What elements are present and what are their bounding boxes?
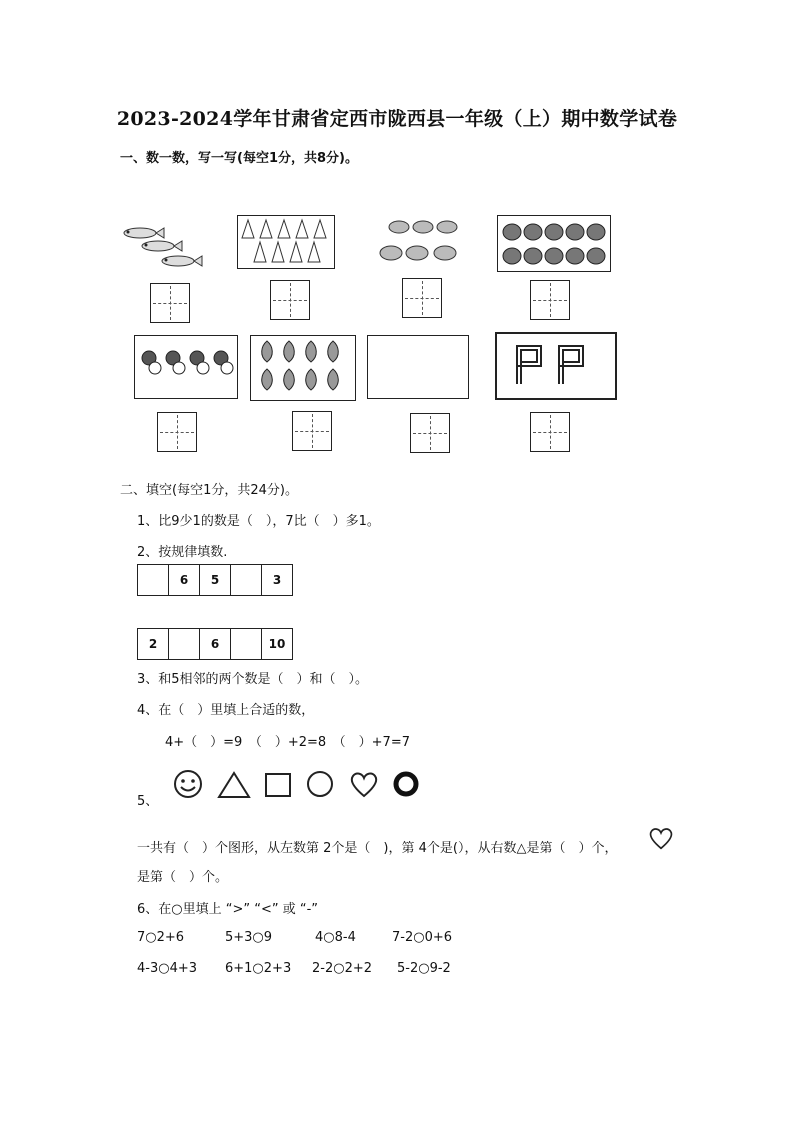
seq2-cell[interactable] bbox=[169, 629, 200, 660]
seq1-cell[interactable] bbox=[231, 565, 262, 596]
seq1-cell: 5 bbox=[200, 565, 231, 596]
seq2-cell: 10 bbox=[262, 629, 293, 660]
trees-picture bbox=[237, 215, 335, 269]
q6-item: 4-3○4+3 bbox=[137, 961, 198, 976]
letters-picture bbox=[495, 332, 617, 400]
seq1-cell: 3 bbox=[262, 565, 293, 596]
seq1-cell[interactable] bbox=[138, 565, 169, 596]
seq2-cell: 2 bbox=[138, 629, 169, 660]
answer-grid-4[interactable] bbox=[530, 280, 570, 320]
ring-icon bbox=[391, 769, 421, 799]
q6-item: 7○2+6 bbox=[137, 930, 185, 945]
q6-item: 5-2○9-2 bbox=[397, 961, 451, 976]
question-1: 1、比9少1的数是（ ），7比（ ）多1。 bbox=[137, 514, 380, 529]
fruits-picture bbox=[497, 215, 611, 272]
circle-icon bbox=[305, 769, 335, 799]
section1-heading: 一、数一数，写一写(每空1分，共8分)。 bbox=[120, 151, 358, 166]
smiley-icon bbox=[172, 768, 204, 800]
section2-heading: 二、填空(每空1分，共24分)。 bbox=[120, 483, 298, 498]
q6-item: 7-2○0+6 bbox=[392, 930, 453, 945]
answer-grid-1[interactable] bbox=[150, 283, 190, 323]
seq2-cell: 6 bbox=[200, 629, 231, 660]
q6-item: 5+3○9 bbox=[225, 930, 273, 945]
question-5-line2: 是第（ ）个。 bbox=[137, 870, 229, 885]
empty-picture bbox=[367, 335, 469, 399]
answer-grid-6[interactable] bbox=[292, 411, 332, 451]
question-5-line1: 一共有（ ）个图形，从左数第 2个是（ )，第 4个是(），从右数△是第（ ）个， bbox=[137, 841, 618, 856]
q6-item: 6+1○2+3 bbox=[225, 961, 292, 976]
question-3: 3、和5相邻的两个数是（ ）和（ ）。 bbox=[137, 672, 369, 687]
page-title: 2023-2024学年甘肃省定西市陇西县一年级（上）期中数学试卷 bbox=[116, 108, 678, 130]
question-2: 2、按规律填数. bbox=[137, 545, 228, 560]
triangle-icon bbox=[217, 770, 251, 800]
question-5-label: 5、 bbox=[137, 794, 159, 809]
q6-item: 4○8-4 bbox=[315, 930, 356, 945]
answer-grid-8[interactable] bbox=[530, 412, 570, 452]
answer-grid-2[interactable] bbox=[270, 280, 310, 320]
sequence-table-2 bbox=[137, 628, 293, 660]
heart-icon bbox=[348, 770, 380, 798]
answer-grid-3[interactable] bbox=[402, 278, 442, 318]
pears-picture bbox=[250, 335, 356, 401]
q6-item: 2-2○2+2 bbox=[312, 961, 373, 976]
heart-icon bbox=[647, 826, 675, 850]
question-6: 6、在○里填上 “>” “<” 或 “-” bbox=[137, 902, 319, 917]
seq2-cell[interactable] bbox=[231, 629, 262, 660]
mice-picture bbox=[375, 215, 473, 270]
fish-picture bbox=[120, 220, 205, 275]
square-icon bbox=[264, 772, 292, 798]
answer-grid-7[interactable] bbox=[410, 413, 450, 453]
answer-grid-5[interactable] bbox=[157, 412, 197, 452]
question-4: 4、在（ ）里填上合适的数， bbox=[137, 703, 315, 718]
sequence-table-1 bbox=[137, 564, 293, 596]
seq1-cell: 6 bbox=[169, 565, 200, 596]
question-4-items: 4+（ ）=9 （ ）+2=8 （ ）+7=7 bbox=[165, 735, 410, 750]
apples-picture bbox=[134, 335, 238, 399]
